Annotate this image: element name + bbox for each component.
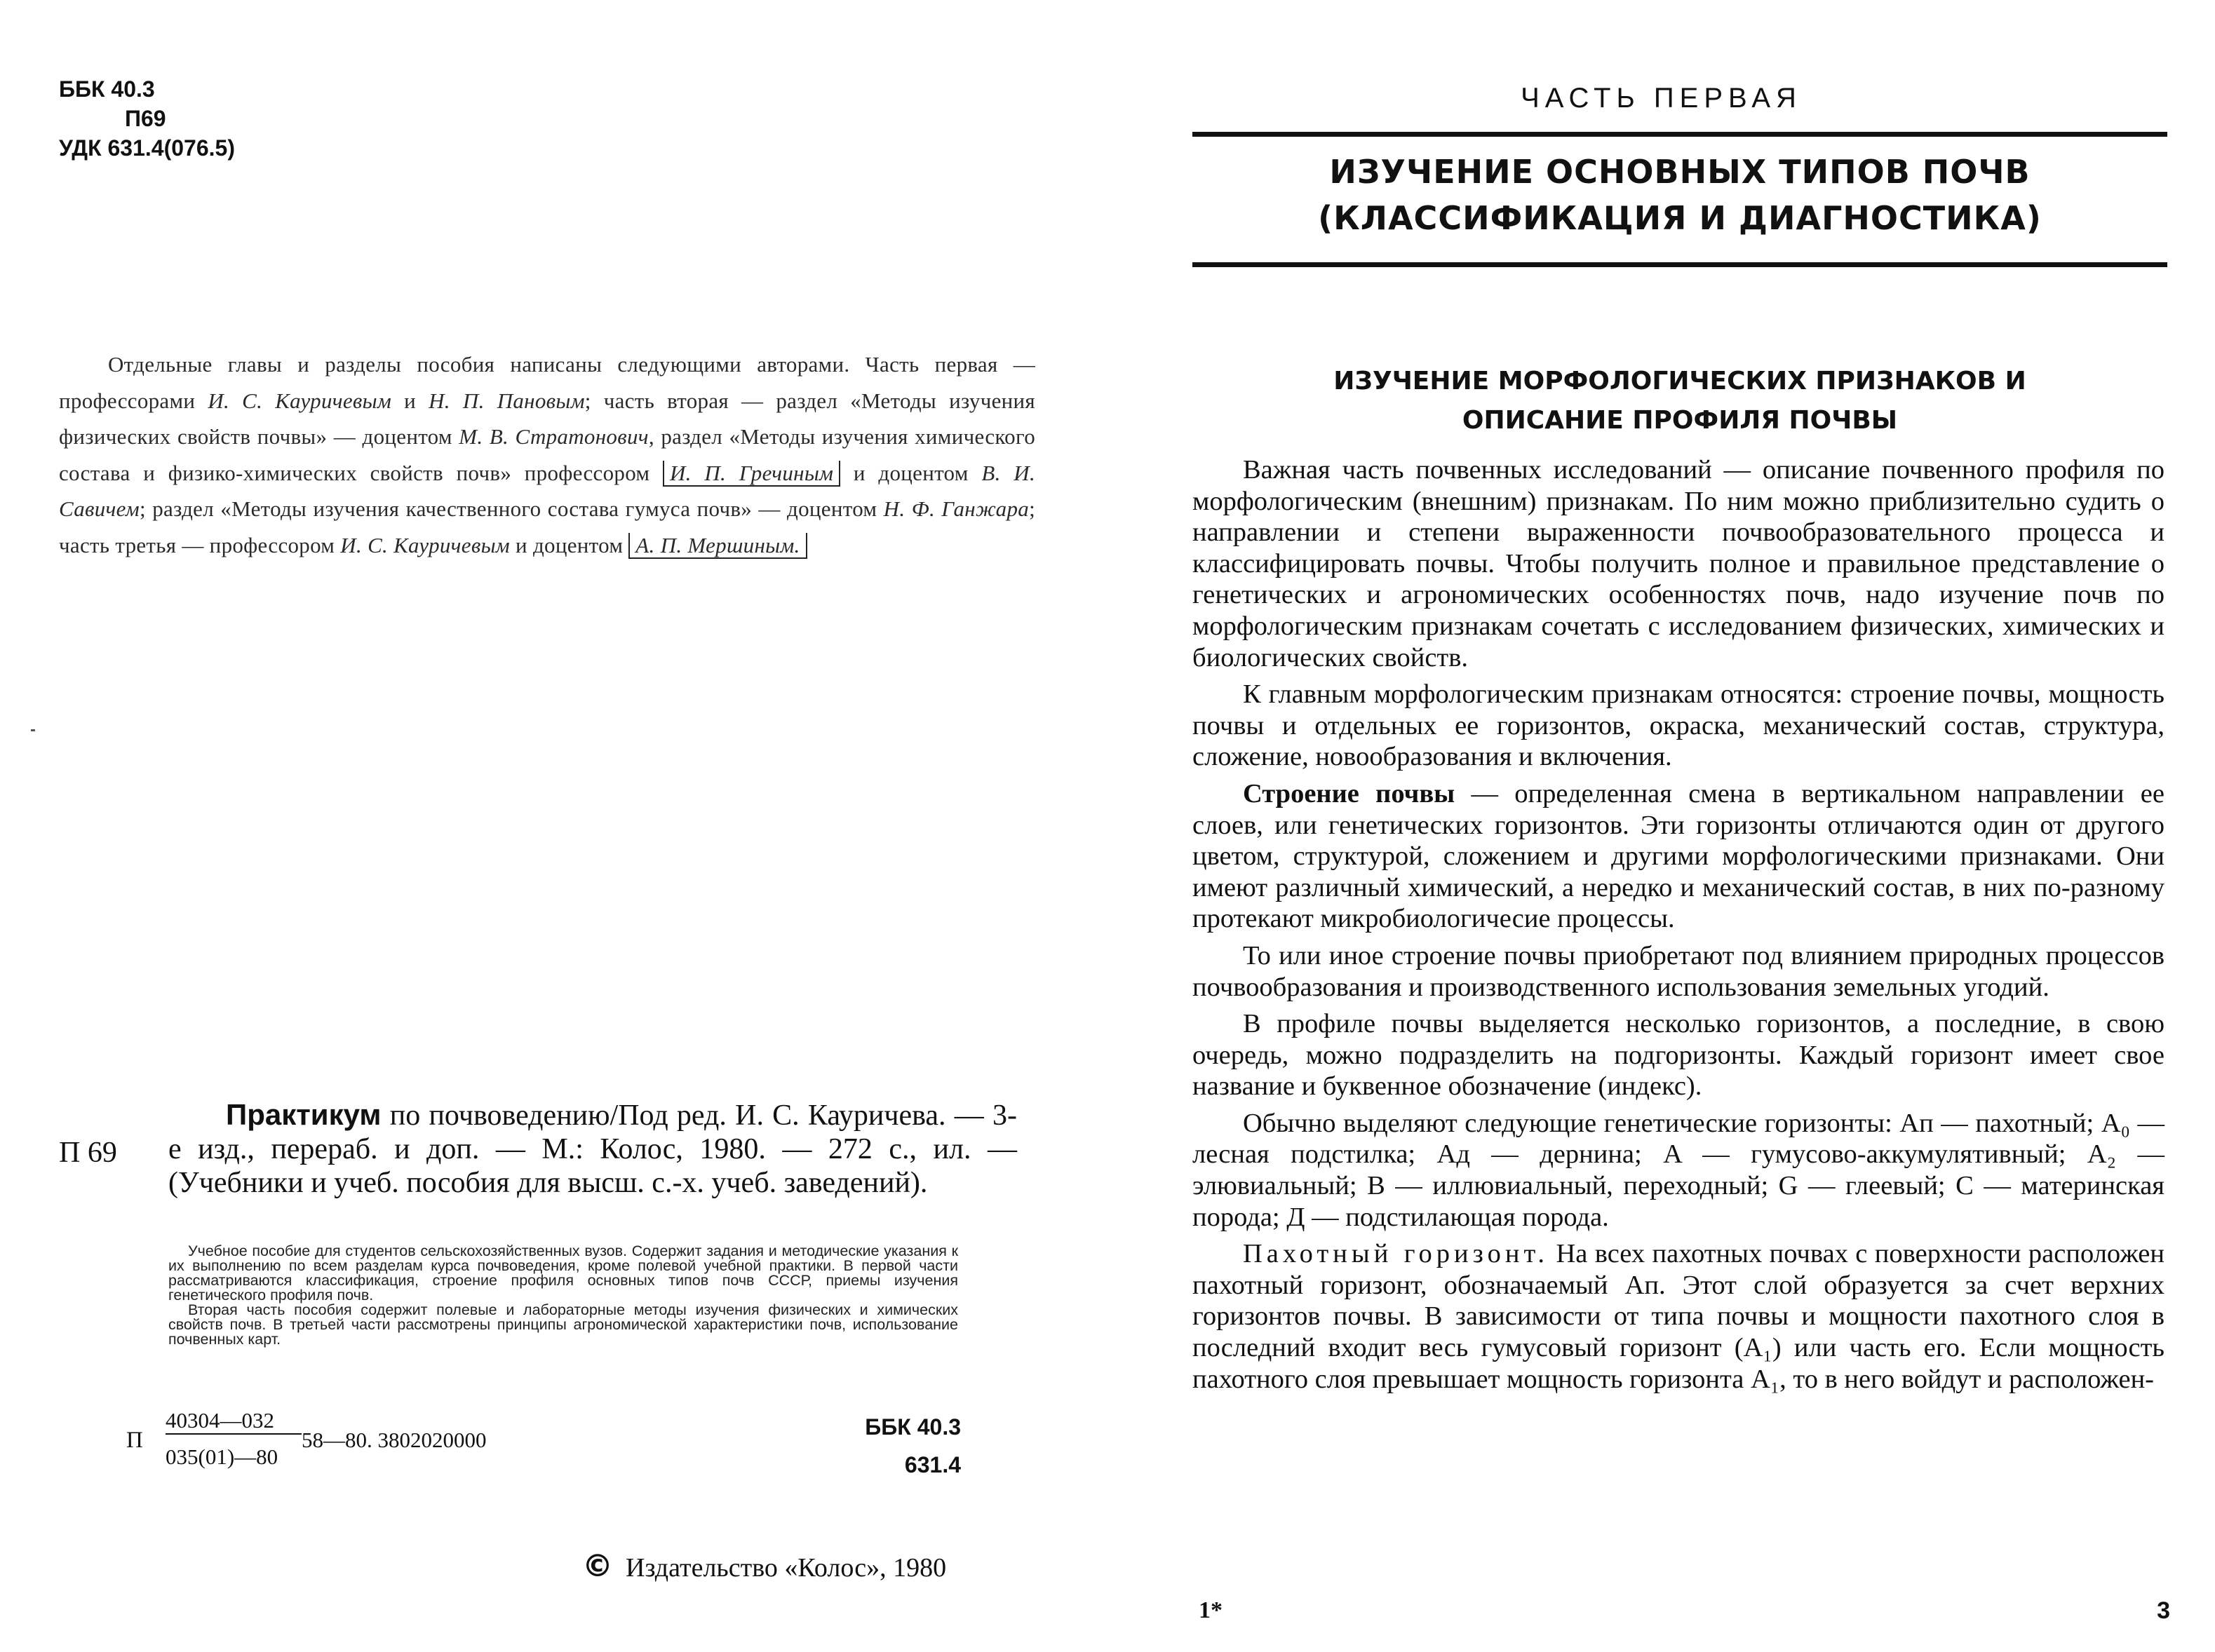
bbk-code-right: ББК 40.3 (865, 1414, 961, 1440)
author-name: В. И. Савичем (59, 460, 1035, 522)
top-rule (1192, 132, 2167, 137)
author-name: И. С. Кауричевым (340, 532, 510, 557)
term-spaced: Пахотный горизонт. (1243, 1239, 1549, 1269)
author-name: Н. Ф. Ганжара (883, 496, 1030, 522)
paragraph-text: — определенная смена в вертикальном направлении ее слоев, или генетических горизонтов. Эти горизонты отличаются один от другого цветом, структурой, сложением и другими морфологическими признаками. Они имеют различный химический, а нередко и механический состав, в них по-разному протекают микробиологичесие процессы. (1192, 778, 2164, 934)
paragraph: К главным морфологическим признакам относятся: строение почвы, мощность почвы и отдельных ее горизонтов, окраска, механический состав, структура, сложение, новообразования и включения. (1192, 679, 2164, 772)
page-number: 3 (2157, 1597, 2170, 1624)
part-title (1192, 149, 2167, 241)
authors-text: ; часть вторая — раздел «Методы изучения физических свойств почвы» — доцентом (59, 388, 1035, 449)
part-label: ЧАСТЬ ПЕРВАЯ (1521, 83, 1802, 114)
stray-mark (31, 729, 35, 731)
author-name-memorial: И. П. Гречиным (663, 461, 840, 487)
authors-text: и доцентом (509, 532, 629, 557)
part-title-line: ИЗУЧЕНИЕ ОСНОВНЫХ ТИПОВ ПОЧВ (1329, 153, 2031, 191)
signature-mark: 1* (1199, 1597, 1223, 1623)
paragraph: Важная часть почвенных исследований — описание почвенного профиля по морфологическим (внешним) признакам. По ним можно приблизительно судить о направлении и степени выраженности почвообразовательного процесса и классифицировать почвы. Чтобы получить полное и правильное представление о генетических и агрономических особенностях почв, надо изучение почв по морфологическим признакам сочетать с исследованием физических, химических и биологических свойств. (1192, 455, 2164, 672)
book-title: Практикум (226, 1098, 382, 1131)
body-text (1192, 454, 2164, 1395)
annotation-paragraph: Вторая часть пособия содержит полевые и лабораторные методы изучения физических и химических свойств почв. В третьей части рассмотрены принципы агрономической характеристики почв, использование почвенных карт. (168, 1301, 958, 1348)
term-bold: Строение почвы (1243, 778, 1455, 808)
bbk-classification (865, 1408, 961, 1484)
paragraph: То или иное строение почвы приобретают под влиянием природных процессов почвообразования и производственного использования земельных угодий. (1192, 940, 2164, 1002)
paragraph (1192, 778, 2164, 935)
index-numerator: 40304—032 (166, 1408, 302, 1435)
index-codes: 58—80. 3802020000 (302, 1428, 487, 1452)
author-name: М. В. Стратонович (459, 424, 649, 449)
paragraph-text: На всех пахотных почвах с поверхности расположен пахотный горизонт, обозначаемый Aп. Этот слой образуется за счет верхних горизонтов почвы. В зависимости от типа почвы и мощности пахотного слоя в последний входит весь гумусовый горизонт (A₁) или часть его. Если мощность пахотного слоя превышает мощность горизонта A₁, то в него войдут и расположен- (1192, 1239, 2164, 1394)
paragraph (1192, 1238, 2164, 1395)
publication-index (126, 1408, 961, 1485)
bbk-code: ББК 40.3 (59, 76, 155, 102)
bibliographic-details: по почвоведению/Под ред. И. С. Кауричева. — 3-е изд., перераб. и доп. — М.: Колос, 1980. — 272 с., ил. — (Учебники и учеб. пособия для высш. с.-х. учеб. заведений). (168, 1099, 1017, 1199)
authors-text: ; часть третья — профессором (59, 496, 1035, 557)
author-name: И. С. Кауричевым (208, 388, 392, 413)
section-title-line: ОПИСАНИЕ ПРОФИЛЯ ПОЧВЫ (1462, 406, 1898, 435)
paragraph: Обычно выделяют следующие генетические горизонты: Aп — пахотный; A₀ — лесная подстилка; Aд — дернина; A — гумусово-аккумулятивный; A₂ — элювиальный; B — иллювиальный, переходный; G — глеевый; C — материнская порода; Д — подстилающая порода. (1192, 1108, 2164, 1232)
publisher-name: Издательство «Колос», 1980 (626, 1553, 947, 1583)
section-title (1192, 362, 2167, 440)
bibliographic-description (168, 1098, 1017, 1200)
paragraph: В профиле почвы выделяется несколько горизонтов, а последние, в свою очередь, можно подразделить на подгоризонты. Каждый горизонт имеет свое название и буквенное обозначение (индекс). (1192, 1009, 2164, 1102)
copyright-line (582, 1548, 946, 1584)
index-denominator: 035(01)—80 (166, 1444, 278, 1469)
index-letter: П (126, 1428, 143, 1453)
authors-text: ; раздел «Методы изучения качественного состава гумуса почв» — доцентом (140, 496, 884, 522)
authors-note (59, 346, 1035, 564)
authors-text: , раздел «Методы изучения химического состава и физико-химических свойств почв» профессором (59, 424, 1036, 485)
bbk-udk-header (59, 74, 235, 163)
annotation-paragraph: Учебное пособие для студентов сельскохозяйственных вузов. Содержит задания и методические указания к их выполнению по всем разделам курса почвоведения, кроме полевой учебной практики. В первой части рассматриваются классификация, строение профиля основных типов почв СССР, приемы изучения генетического профиля почв. (168, 1243, 958, 1304)
part-title-line: (КЛАССИФИКАЦИЯ И ДИАГНОСТИКА) (1318, 199, 2042, 237)
bottom-rule (1192, 262, 2167, 267)
authors-text: Отдельные главы и разделы пособия написаны следующими авторами. Часть первая — профессорами (59, 352, 1035, 413)
catalog-code: П69 (125, 106, 166, 131)
authors-text: и (391, 388, 429, 413)
section-title-line: ИЗУЧЕНИЕ МОРФОЛОГИЧЕСКИХ ПРИЗНАКОВ И (1333, 367, 2026, 395)
authors-text: и доцентом (840, 460, 982, 485)
author-name-memorial: А. П. Мершиным. (628, 533, 807, 559)
annotation (168, 1244, 958, 1347)
udk-code-right: 631.4 (904, 1452, 961, 1477)
copyright-icon: © (582, 1548, 613, 1584)
catalog-index: П 69 (59, 1137, 117, 1169)
udk-code: УДК 631.4(076.5) (59, 135, 235, 161)
author-name: Н. П. Пановым (429, 388, 585, 413)
right-page (1108, 0, 2215, 1652)
